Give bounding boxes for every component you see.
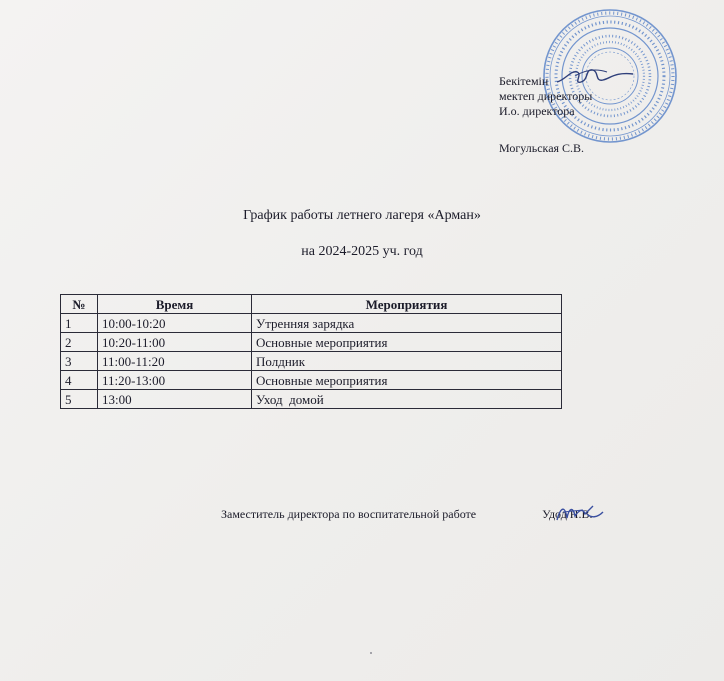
- schedule-table: [60, 294, 562, 409]
- row-activity: Утренняя зарядка: [252, 314, 562, 333]
- approval-line-2: мектеп директоры: [499, 89, 593, 103]
- paper-speck: [370, 652, 372, 654]
- row-number: 3: [61, 352, 98, 371]
- row-time: 11:00-11:20: [98, 352, 252, 371]
- column-header-time: Время: [98, 295, 252, 314]
- table-row: [61, 333, 562, 352]
- approval-block: [499, 74, 592, 156]
- document-subtitle: на 2024-2025 уч. год: [301, 244, 423, 259]
- row-activity: Уход домой: [252, 390, 562, 409]
- footer-name: Удод Н.В.: [542, 507, 593, 521]
- row-time: 11:20-13:00: [98, 371, 252, 390]
- approval-line-3: И.о. директора: [499, 104, 575, 118]
- approval-name: Могульская С.В.: [499, 141, 585, 155]
- table-row: [61, 371, 562, 390]
- row-activity: Полдник: [252, 352, 562, 371]
- row-number: 4: [61, 371, 98, 390]
- document-title: График работы летнего лагеря «Арман»: [243, 208, 481, 223]
- table-row: [61, 352, 562, 371]
- row-number: 5: [61, 390, 98, 409]
- row-time: 10:00-10:20: [98, 314, 252, 333]
- row-time: 10:20-11:00: [98, 333, 252, 352]
- column-header-activity: Мероприятия: [252, 295, 562, 314]
- approval-line-1: Бекітемін: [499, 74, 549, 88]
- table-header-row: [61, 295, 562, 314]
- footer-signature-line: [221, 507, 592, 522]
- table-row: [61, 314, 562, 333]
- table-row: [61, 390, 562, 409]
- row-activity: Основные мероприятия: [252, 333, 562, 352]
- row-number: 2: [61, 333, 98, 352]
- row-activity: Основные мероприятия: [252, 371, 562, 390]
- row-time: 13:00: [98, 390, 252, 409]
- footer-position: Заместитель директора по воспитательной работе: [221, 507, 477, 521]
- deputy-signature: [553, 500, 607, 528]
- row-number: 1: [61, 314, 98, 333]
- column-header-number: №: [61, 295, 98, 314]
